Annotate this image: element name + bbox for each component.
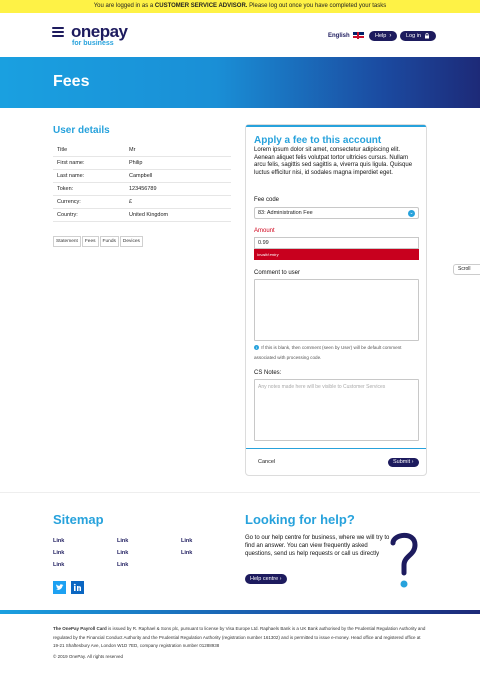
tab-devices[interactable]: Devices xyxy=(120,236,143,247)
footer-stripe xyxy=(0,610,480,614)
footer-link[interactable]: Link xyxy=(181,538,193,544)
login-button[interactable] xyxy=(400,31,436,41)
comment-label: Comment to user xyxy=(254,270,301,276)
footer-link[interactable]: Link xyxy=(117,562,129,568)
legal-body: is issued by R. Raphael & Sons plc, pursuant to license by Visa Europe Ltd. Raphaels Bank is a UK Bank authorised by the Prudential Regulation Authority and regulated by the Financial Conduct Authority and the Prudential Regulation Authority (registration number 161302) and is permitted to issue e-money. Head office and registered office at 19-21 Shaftesbury Ave, London W1D 7ED, company registration number 01288938 xyxy=(53,626,426,648)
tab-statement[interactable]: Statement xyxy=(53,236,81,247)
footer-link[interactable]: Link xyxy=(53,550,65,556)
help-button[interactable] xyxy=(369,31,397,41)
cs-notes-label: CS Notes: xyxy=(254,370,282,376)
comment-info xyxy=(254,343,420,362)
twitter-icon[interactable] xyxy=(53,581,66,594)
comment-textarea[interactable] xyxy=(254,279,419,341)
amount-value: 0.99 xyxy=(258,240,269,246)
footer-link[interactable]: Link xyxy=(117,538,129,544)
submit-button[interactable] xyxy=(388,458,419,467)
comment-info-text: If this is blank, then comment (seen by User) will be default comment associated with processing code. xyxy=(254,345,402,360)
cs-notes-textarea[interactable] xyxy=(254,379,419,441)
account-tabs xyxy=(53,236,143,247)
submit-label: Submit xyxy=(393,459,411,465)
notice-prefix: You are logged in as a xyxy=(93,3,154,9)
table-row xyxy=(53,157,231,170)
amount-label: Amount xyxy=(254,228,275,234)
info-icon: i xyxy=(254,345,259,350)
footer-link[interactable]: Link xyxy=(53,538,65,544)
row-value: Mr xyxy=(129,147,136,153)
legal-bold: The OnePay Payroll Card xyxy=(53,626,107,631)
row-label: Title xyxy=(57,147,68,153)
help-text: Go to our help centre for business, where we will try to find an answer. You can view frequently asked questions, send us help requests or call us directly xyxy=(245,535,390,557)
notice-suffix: Please log out once you have completed your tasks xyxy=(249,3,387,9)
table-row xyxy=(53,144,231,157)
amount-error: Invalid entry xyxy=(254,249,419,260)
table-row xyxy=(53,196,231,209)
notice-role: CUSTOMER SERVICE ADVISOR. xyxy=(154,3,248,9)
row-label: Last name: xyxy=(57,173,85,179)
login-label: Log in xyxy=(406,33,421,39)
apply-fee-panel xyxy=(245,124,427,476)
panel-divider xyxy=(246,448,426,449)
tab-funds[interactable]: Funds xyxy=(100,236,119,247)
help-centre-label: Help centre xyxy=(250,576,279,582)
legal-text xyxy=(53,625,428,651)
panel-title: Apply a fee to this account xyxy=(254,135,382,146)
cs-notes-placeholder: Any notes made here will be visible to Customer Services xyxy=(258,384,386,390)
footer-link[interactable]: Link xyxy=(53,562,65,568)
question-mark-icon xyxy=(388,529,420,593)
tab-fees[interactable]: Fees xyxy=(82,236,99,247)
row-value: £ xyxy=(129,199,133,205)
table-row xyxy=(53,209,231,222)
amount-field[interactable] xyxy=(254,237,419,249)
chevron-down-icon: ⌄ xyxy=(409,210,414,216)
table-row xyxy=(53,183,231,196)
row-value: 123456789 xyxy=(129,186,157,192)
page-banner xyxy=(0,57,480,108)
fee-code-select[interactable] xyxy=(254,207,419,219)
uk-flag-icon xyxy=(353,32,364,39)
logo-sub: for business xyxy=(72,40,114,47)
row-label: Currency: xyxy=(57,199,81,205)
chevron-right-icon: › xyxy=(279,576,282,582)
panel-intro: Lorem ipsum dolor sit amet, consectetur adipiscing elit. Aenean aliquet felis volutpat tortor ultricies cursus. Nullam arcu felis, sagittis sed sagittis a, viverra quis ligula. Quisque luctus efficitur nisi, id sodales magna imperdiet eget. xyxy=(254,147,413,176)
menu-icon[interactable] xyxy=(52,27,64,37)
chevron-right-icon: › xyxy=(411,459,414,465)
site-footer xyxy=(0,492,480,610)
chevron-right-icon: › xyxy=(389,33,392,39)
fee-code-label: Fee code xyxy=(254,197,280,203)
language-label: English xyxy=(328,32,350,39)
language-selector[interactable] xyxy=(328,32,364,39)
login-notice-bar xyxy=(0,0,480,13)
row-value: Philip xyxy=(129,160,143,166)
help-centre-button[interactable] xyxy=(245,574,287,584)
row-value: United Kingdom xyxy=(129,212,169,218)
row-label: Country: xyxy=(57,212,78,218)
row-label: First name: xyxy=(57,160,85,166)
user-details-heading: User details xyxy=(53,125,110,136)
lock-icon xyxy=(424,33,430,39)
table-row xyxy=(53,170,231,183)
footer-link[interactable]: Link xyxy=(181,550,193,556)
site-header xyxy=(0,13,480,57)
help-heading: Looking for help? xyxy=(245,512,355,527)
page-title: Fees xyxy=(53,73,90,90)
onepay-logo[interactable] xyxy=(71,23,128,48)
cancel-button[interactable]: Cancel xyxy=(258,459,276,465)
footer-link[interactable]: Link xyxy=(117,550,129,556)
copyright: © 2019 OnePay. All rights reserved xyxy=(53,654,124,659)
panel-accent xyxy=(246,125,426,127)
sitemap-heading: Sitemap xyxy=(53,512,104,527)
fee-code-value: 83: Administration Fee xyxy=(258,210,313,216)
help-label: Help xyxy=(375,33,387,39)
linkedin-icon[interactable] xyxy=(71,581,84,594)
logo-main: onepay xyxy=(71,22,128,41)
row-value: Campbell xyxy=(129,173,153,179)
scroll-button[interactable]: Scroll xyxy=(453,264,480,275)
row-label: Token: xyxy=(57,186,74,192)
user-details-table xyxy=(53,144,231,222)
